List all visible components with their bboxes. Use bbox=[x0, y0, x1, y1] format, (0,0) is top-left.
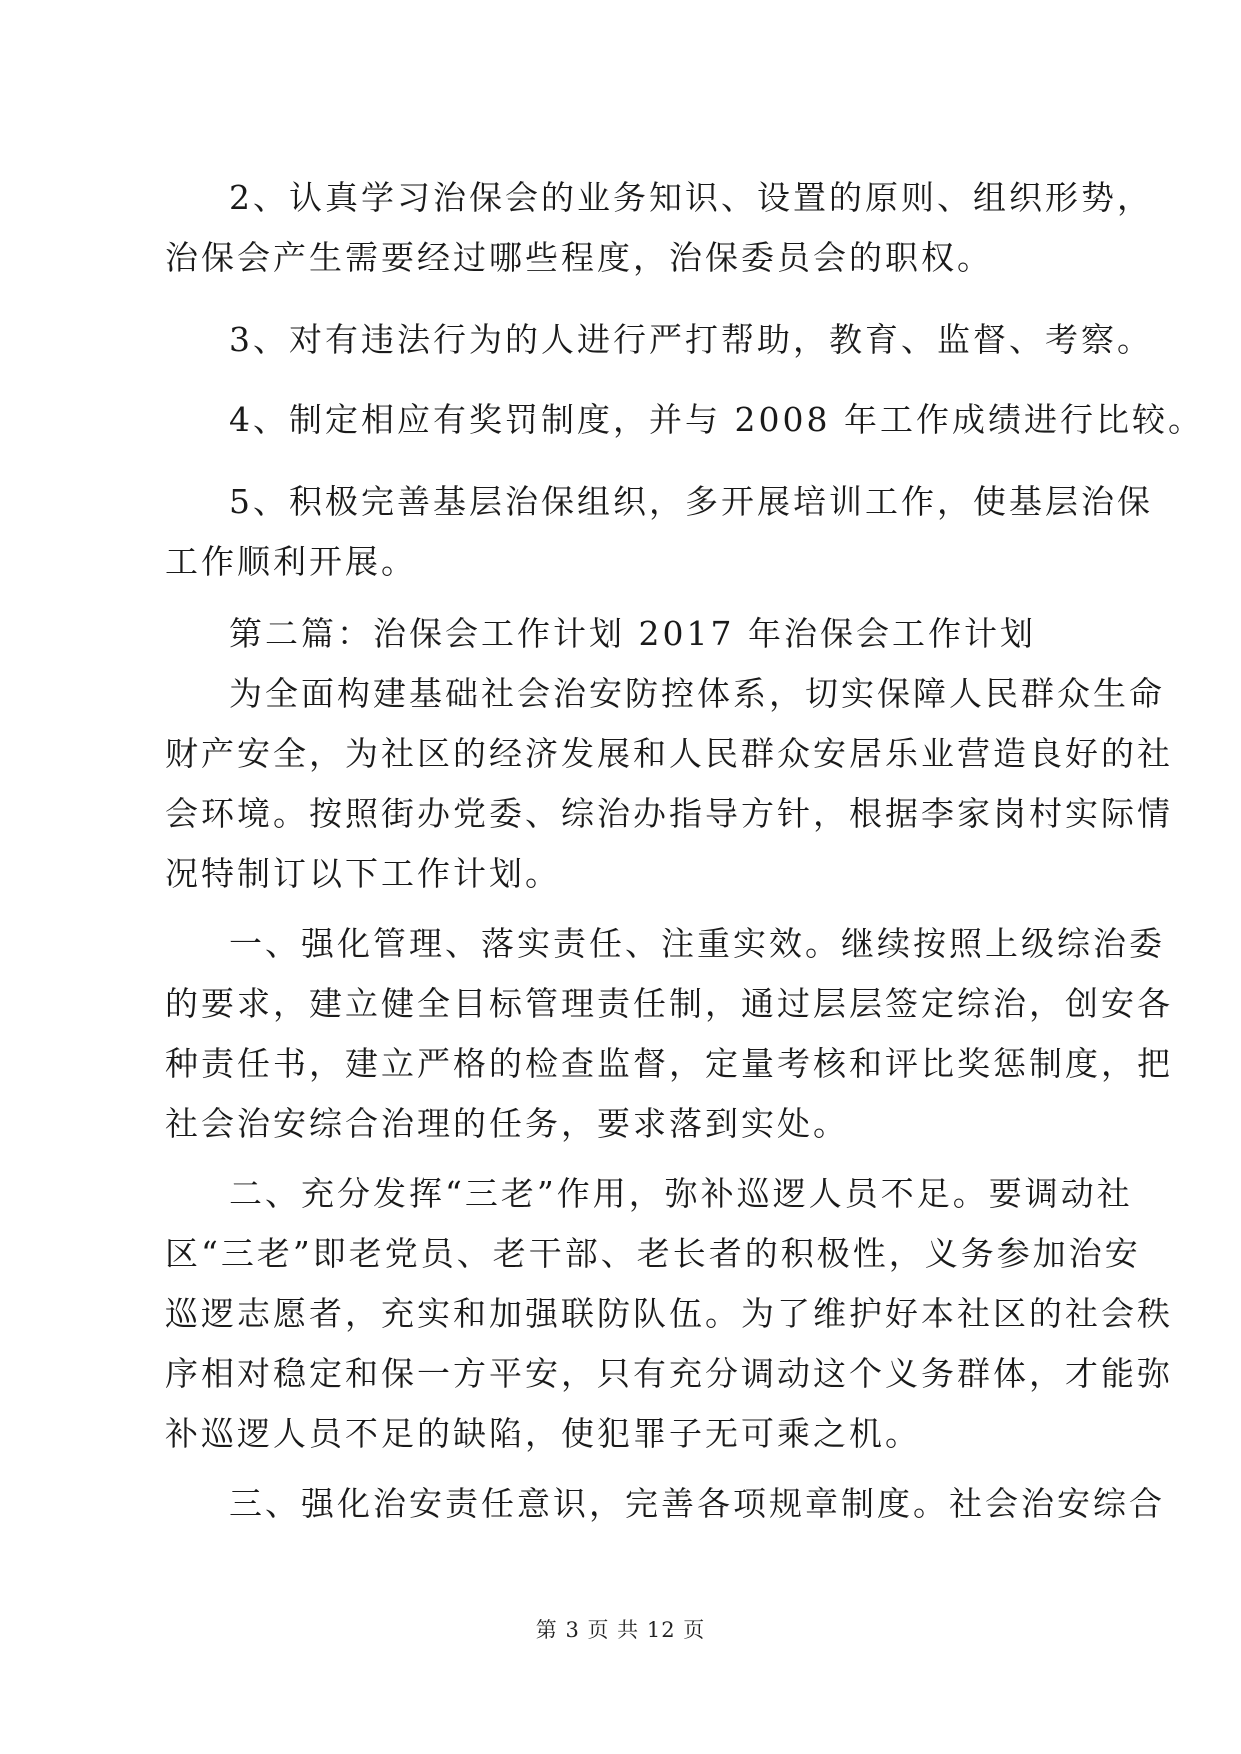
text-line: 一、强化管理、落实责任、注重实效。继续按照上级综治委 bbox=[229, 924, 1165, 963]
text-line: 工作顺利开展。 bbox=[165, 542, 417, 581]
text-line: 巡逻志愿者，充实和加强联防队伍。为了维护好本社区的社会秩 bbox=[165, 1294, 1173, 1333]
text-line: 2、认真学习治保会的业务知识、设置的原则、组织形势， bbox=[229, 178, 1153, 217]
section-heading: 第二篇：治保会工作计划 2017 年治保会工作计划 bbox=[229, 614, 1036, 653]
text-line: 4、制定相应有奖罚制度，并与 2008 年工作成绩进行比较。 bbox=[229, 400, 1204, 439]
text-line: 财产安全，为社区的经济发展和人民群众安居乐业营造良好的社 bbox=[165, 734, 1173, 773]
text-line: 为全面构建基础社会治安防控体系，切实保障人民群众生命 bbox=[229, 674, 1165, 713]
text-line: 序相对稳定和保一方平安，只有充分调动这个义务群体，才能弥 bbox=[165, 1354, 1173, 1393]
text-line: 补巡逻人员不足的缺陷，使犯罪子无可乘之机。 bbox=[165, 1414, 921, 1453]
text-line: 治保会产生需要经过哪些程度，治保委员会的职权。 bbox=[165, 238, 993, 277]
text-line: 会环境。按照街办党委、综治办指导方针，根据李家岗村实际情 bbox=[165, 794, 1173, 833]
page-number-footer: 第 3 页 共 12 页 bbox=[535, 1618, 706, 1642]
text-line: 3、对有违法行为的人进行严打帮助，教育、监督、考察。 bbox=[229, 320, 1153, 359]
text-line: 况特制订以下工作计划。 bbox=[165, 854, 561, 893]
text-line: 的要求，建立健全目标管理责任制，通过层层签定综治，创安各 bbox=[165, 984, 1173, 1023]
text-line: 三、强化治安责任意识，完善各项规章制度。社会治安综合 bbox=[229, 1484, 1165, 1523]
text-line: 社会治安综合治理的任务，要求落到实处。 bbox=[165, 1104, 849, 1143]
text-line: 区“三老”即老党员、老干部、老长者的积极性，义务参加治安 bbox=[165, 1234, 1141, 1273]
text-line: 种责任书，建立严格的检查监督，定量考核和评比奖惩制度，把 bbox=[165, 1044, 1173, 1083]
text-line: 5、积极完善基层治保组织，多开展培训工作，使基层治保 bbox=[229, 482, 1153, 521]
text-line: 二、充分发挥“三老”作用，弥补巡逻人员不足。要调动社 bbox=[229, 1174, 1133, 1213]
